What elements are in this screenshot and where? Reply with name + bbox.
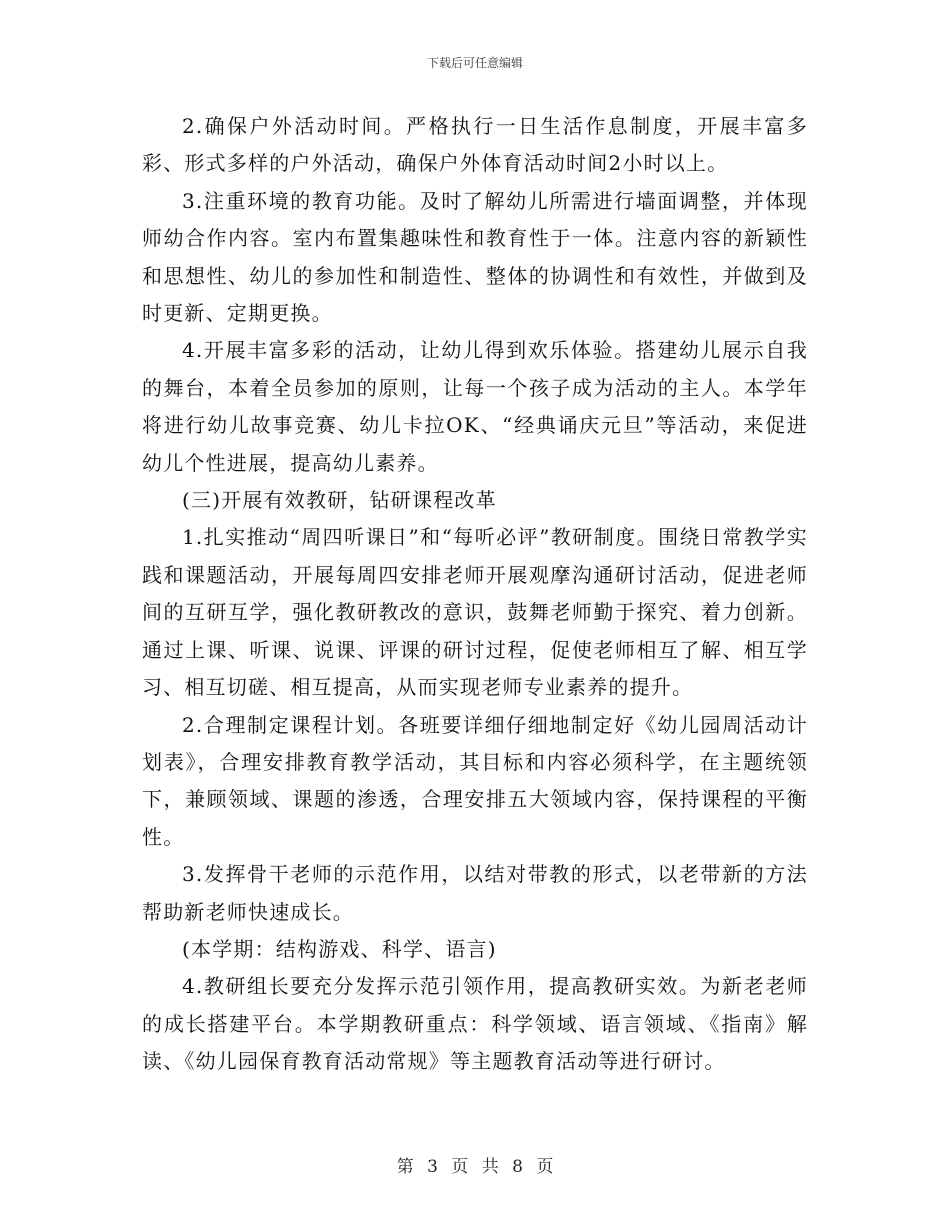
paragraph-activities: 4.开展丰富多彩的活动，让幼儿得到欢乐体验。搭建幼儿展示自我的舞台，本着全员参加的原则，让每一个孩子成为活动的主人。本学年将进行幼儿故事竞赛、幼儿卡拉OK、“经典诵庆元旦”等活动，来促进幼儿个性进展，提高幼儿素养。 bbox=[142, 338, 808, 475]
paragraph-thursday-lessons: 1.扎实推动“周四听课日”和“每听必评”教研制度。围绕日常教学实践和课题活动，开展每周四安排老师开展观摩沟通研讨活动，促进老师间的互研互学，强化教研教改的意识，鼓舞老师勤于探究、着力创新。通过上课、听课、说课、评课的研讨过程，促使老师相互了解、相互学习、相互切磋、相互提高，从而实现老师专业素养的提升。 bbox=[142, 525, 808, 700]
page-header: 下载后可任意编辑 bbox=[426, 56, 523, 70]
section-heading-teaching-research: (三)开展有效教研，钻研课程改革 bbox=[182, 488, 497, 513]
page-number: 第 3 页 共 8 页 bbox=[396, 1157, 554, 1177]
paragraph-semester-topics: (本学期：结构游戏、科学、语言) bbox=[182, 936, 497, 961]
paragraph-outdoor-time: 2.确保户外活动时间。严格执行一日生活作息制度，开展丰富多彩、形式多样的户外活动，确保户外体育活动时间2小时以上。 bbox=[142, 114, 808, 176]
document-body bbox=[142, 108, 808, 1081]
paragraph-mentor-teachers: 3.发挥骨干老师的示范作用，以结对带教的形式，以老带新的方法帮助新老师快速成长。 bbox=[142, 862, 808, 924]
paragraph-research-leader: 4.教研组长要充分发挥示范引领作用，提高教研实效。为新老老师的成长搭建平台。本学期教研重点：科学领域、语言领域、《指南》解读、《幼儿园保育教育活动常规》等主题教育活动等进行研讨。 bbox=[142, 974, 808, 1074]
paragraph-curriculum-plan: 2.合理制定课程计划。各班要详细仔细地制定好《幼儿园周活动计划表》，合理安排教育教学活动，其目标和内容必须科学，在主题统领下，兼顾领域、课题的渗透，合理安排五大领域内容，保持课程的平衡性。 bbox=[142, 712, 808, 849]
paragraph-environment: 3.注重环境的教育功能。及时了解幼儿所需进行墙面调整，并体现师幼合作内容。室内布置集趣味性和教育性于一体。注意内容的新颖性和思想性、幼儿的参加性和制造性、整体的协调性和有效性，并做到及时更新、定期更换。 bbox=[142, 188, 808, 326]
